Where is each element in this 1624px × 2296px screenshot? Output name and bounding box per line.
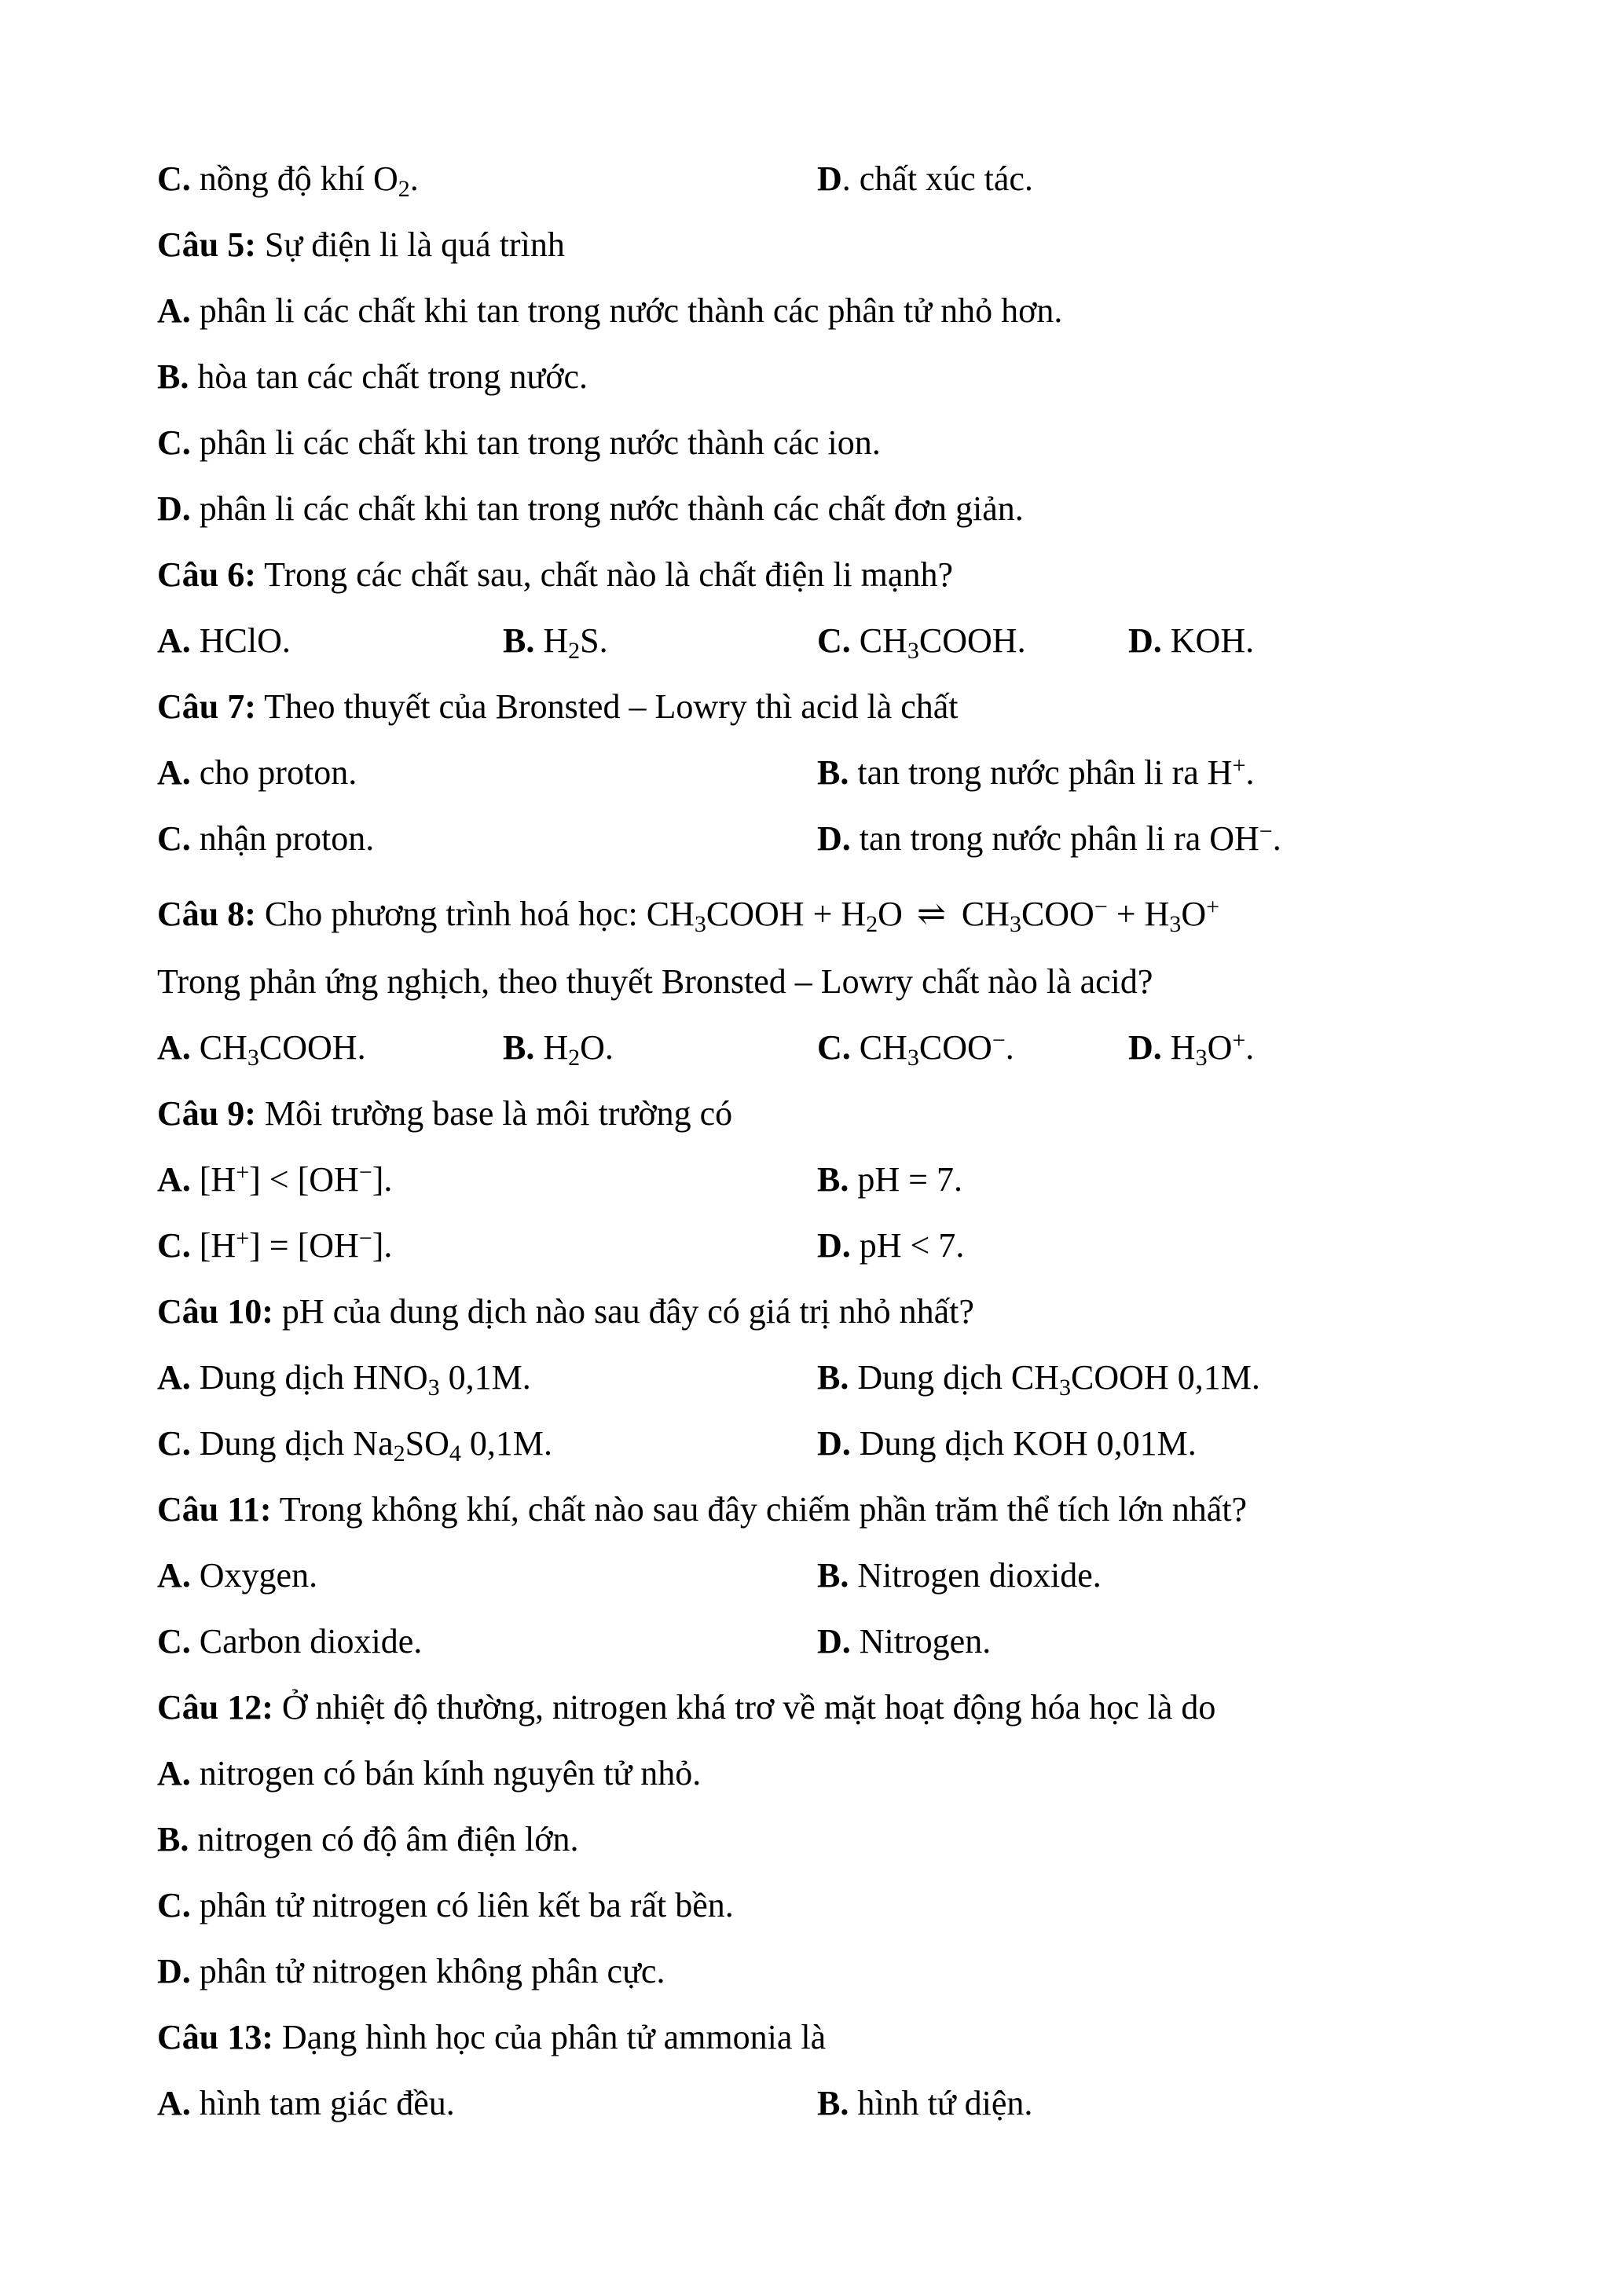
- q13-stem: Câu 13: Dạng hình học của phân tử ammonia là: [157, 2018, 827, 2056]
- q12-option-c: C. phân tử nitrogen có liên kết ba rất bền.: [157, 1886, 734, 1924]
- q9-option-b: B. pH = 7.: [817, 1160, 962, 1199]
- q10-options-row-2: [0, 1420, 1624, 1467]
- q4-option-d: D. chất xúc tác.: [817, 159, 1033, 198]
- q7-option-d: D. tan trong nước phân li ra OH−.: [817, 818, 1281, 858]
- q6-options-row: [0, 617, 1624, 665]
- q7-option-c: C. nhận proton.: [157, 819, 375, 858]
- q8-option-a: A. $CH_3COOH$.: [157, 1028, 366, 1071]
- q9-stem: Câu 9: Môi trường base là môi trường có: [157, 1094, 733, 1133]
- q11-options-row-1: [0, 1552, 1624, 1599]
- q4-option-c: C. nồng độ khí $O_2$.: [157, 159, 419, 202]
- q8-stem: Câu 8: Cho phương trình hoá học: $CH_3COOH + H_2O$ ⇌ $CH_3COO^- + H_3O^+$: [157, 891, 1219, 938]
- q10-option-c: C. Dung dịch $Na_2SO_4$ 0,1M.: [157, 1424, 552, 1467]
- q8-question-line: Trong phản ứng nghịch, theo thuyết Bronsted – Lowry chất nào là acid?: [157, 962, 1153, 1001]
- q5-stem: Câu 5: Sự điện li là quá trình: [157, 225, 565, 264]
- q13-options-row: [0, 2080, 1624, 2127]
- q5-option-c: C. phân li các chất khi tan trong nước thành các ion.: [157, 423, 881, 462]
- q12-stem: Câu 12: Ở nhiệt độ thường, nitrogen khá trơ về mặt hoạt động hóa học là do: [157, 1688, 1216, 1727]
- q13-option-b: B. hình tứ diện.: [817, 2084, 1033, 2122]
- q5-option-b: B. hòa tan các chất trong nước.: [157, 357, 588, 396]
- q9-option-c: C. [H+] = [OH−].: [157, 1225, 393, 1265]
- q5-option-a: A. phân li các chất khi tan trong nước thành các phân tử nhỏ hơn.: [157, 291, 1063, 330]
- q10-option-b: B. Dung dịch $CH_3COOH$ 0,1M.: [817, 1358, 1260, 1401]
- q7-option-a: A. cho proton.: [157, 753, 357, 792]
- q6-option-d: D. KOH.: [1128, 621, 1255, 660]
- q8-option-b: B. $H_2O$.: [503, 1028, 614, 1071]
- q5-option-d: D. phân li các chất khi tan trong nước thành các chất đơn giản.: [157, 489, 1024, 528]
- q6-option-c: C. $CH_3COOH$.: [817, 621, 1026, 664]
- q7-options-row-2: [0, 815, 1624, 862]
- q7-options-row-1: [0, 749, 1624, 796]
- q11-options-row-2: [0, 1618, 1624, 1665]
- q7-stem: Câu 7: Theo thuyết của Bronsted – Lowry thì acid là chất: [157, 687, 959, 726]
- equilibrium-arrow-icon: ⇌: [916, 895, 948, 933]
- q10-stem: Câu 10: pH của dung dịch nào sau đây có giá trị nhỏ nhất?: [157, 1292, 974, 1331]
- q12-option-d: D. phân tử nitrogen không phân cực.: [157, 1952, 665, 1990]
- q11-option-b: B. Nitrogen dioxide.: [817, 1556, 1102, 1595]
- q12-option-b: B. nitrogen có độ âm điện lớn.: [157, 1820, 579, 1858]
- q6-option-a: A. HClO.: [157, 621, 291, 660]
- q11-option-a: A. Oxygen.: [157, 1556, 318, 1595]
- q10-option-d: D. Dung dịch KOH 0,01M.: [817, 1424, 1197, 1463]
- q7-option-b: B. tan trong nước phân li ra H+.: [817, 753, 1255, 792]
- q8-options-row: [0, 1024, 1624, 1071]
- q10-options-row-1: [0, 1354, 1624, 1401]
- q11-option-d: D. Nitrogen.: [817, 1622, 992, 1661]
- q10-option-a: A. Dung dịch $HNO_3$ 0,1M.: [157, 1358, 531, 1401]
- q11-option-c: C. Carbon dioxide.: [157, 1622, 423, 1661]
- q12-option-a: A. nitrogen có bán kính nguyên tử nhỏ.: [157, 1754, 702, 1792]
- q6-stem: Câu 6: Trong các chất sau, chất nào là chất điện li mạnh?: [157, 555, 953, 594]
- q13-option-a: A. hình tam giác đều.: [157, 2084, 455, 2122]
- q9-options-row-1: [0, 1156, 1624, 1203]
- q6-option-b: B. $H_2S$.: [503, 621, 608, 664]
- q11-stem: Câu 11: Trong không khí, chất nào sau đây chiếm phần trăm thể tích lớn nhất?: [157, 1490, 1248, 1529]
- q8-option-d: D. $H_3O^+$.: [1128, 1027, 1255, 1071]
- q9-option-d: D. pH < 7.: [817, 1226, 965, 1265]
- q8-option-c: C. $CH_3COO^-$.: [817, 1027, 1014, 1071]
- q9-option-a: A. [H+] < [OH−].: [157, 1159, 393, 1199]
- q9-options-row-2: [0, 1222, 1624, 1269]
